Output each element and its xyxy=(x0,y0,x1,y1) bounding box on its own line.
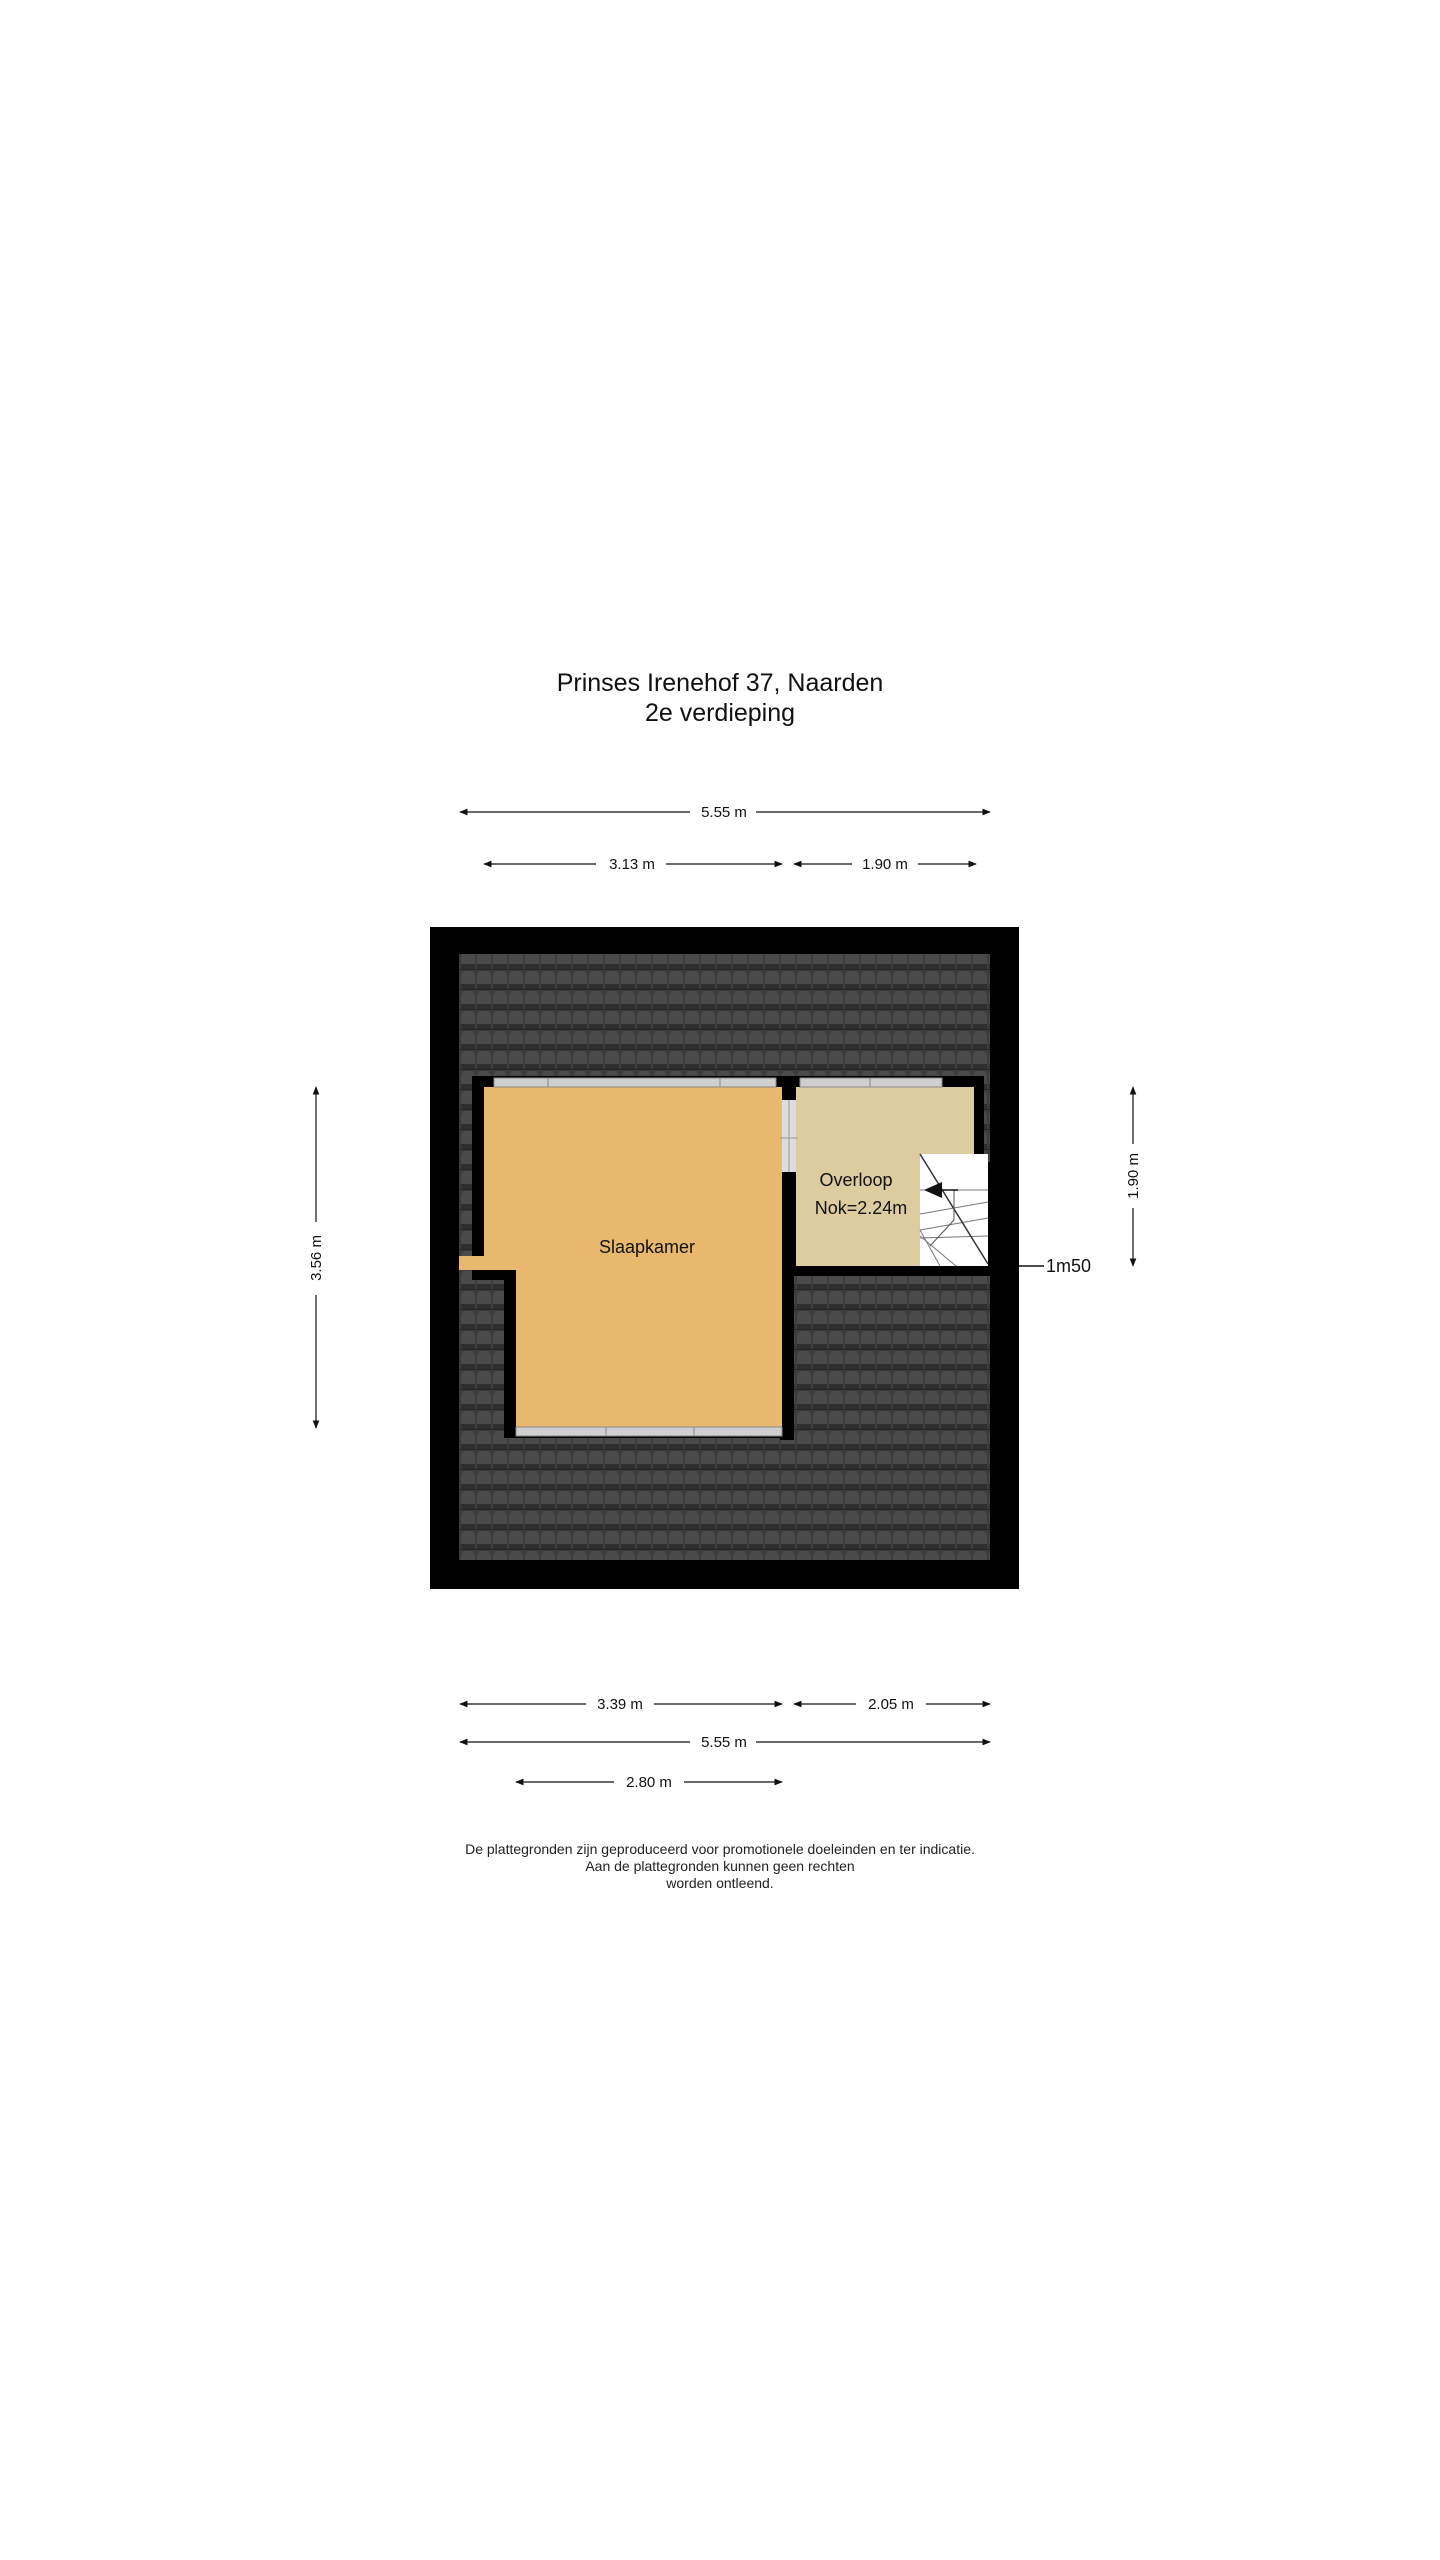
plan-title: Prinses Irenehof 37, Naarden xyxy=(556,669,884,697)
svg-text:1.90 m: 1.90 m xyxy=(1125,1153,1142,1199)
dim-top-left xyxy=(484,856,782,873)
room-label-bedroom: Slaapkamer xyxy=(598,1237,696,1257)
disclaimer-line-3: worden ontleend. xyxy=(666,1875,774,1891)
dim-right-height xyxy=(1125,1087,1142,1266)
room-label-ridge: Nok=2.24m xyxy=(814,1198,908,1218)
skylight-bedroom-top xyxy=(494,1078,776,1087)
dim-bottom-inner xyxy=(516,1774,782,1791)
dim-bottom-left xyxy=(460,1696,782,1713)
disclaimer-line-1: De plattegronden zijn geproduceerd voor promotionele doeleinden en ter indicatie. xyxy=(465,1841,975,1857)
headroom-marker-label: 1m50 xyxy=(1046,1256,1092,1276)
svg-text:2.80 m: 2.80 m xyxy=(626,1774,672,1791)
staircase xyxy=(920,1154,988,1266)
svg-text:3.56 m: 3.56 m xyxy=(308,1235,325,1281)
svg-text:3.13 m: 3.13 m xyxy=(609,856,655,873)
skylight-landing-top xyxy=(800,1078,942,1087)
dim-bottom-total xyxy=(460,1734,990,1751)
svg-text:5.55 m: 5.55 m xyxy=(701,1734,747,1751)
room-label-landing: Overloop xyxy=(819,1170,893,1190)
svg-text:1.90 m: 1.90 m xyxy=(862,856,908,873)
disclaimer-line-2: Aan de plattegronden kunnen geen rechten xyxy=(585,1858,855,1874)
skylight-bedroom-bottom xyxy=(516,1427,782,1436)
svg-text:3.39 m: 3.39 m xyxy=(597,1696,643,1713)
door-opening xyxy=(780,1100,798,1172)
floor-label: 2e verdieping xyxy=(644,699,796,727)
dim-bottom-right xyxy=(794,1696,990,1713)
svg-text:2.05 m: 2.05 m xyxy=(868,1696,914,1713)
dim-top-right xyxy=(794,856,976,873)
dim-left-height xyxy=(308,1087,325,1428)
dim-top-total xyxy=(460,804,990,821)
svg-text:5.55 m: 5.55 m xyxy=(701,804,747,821)
